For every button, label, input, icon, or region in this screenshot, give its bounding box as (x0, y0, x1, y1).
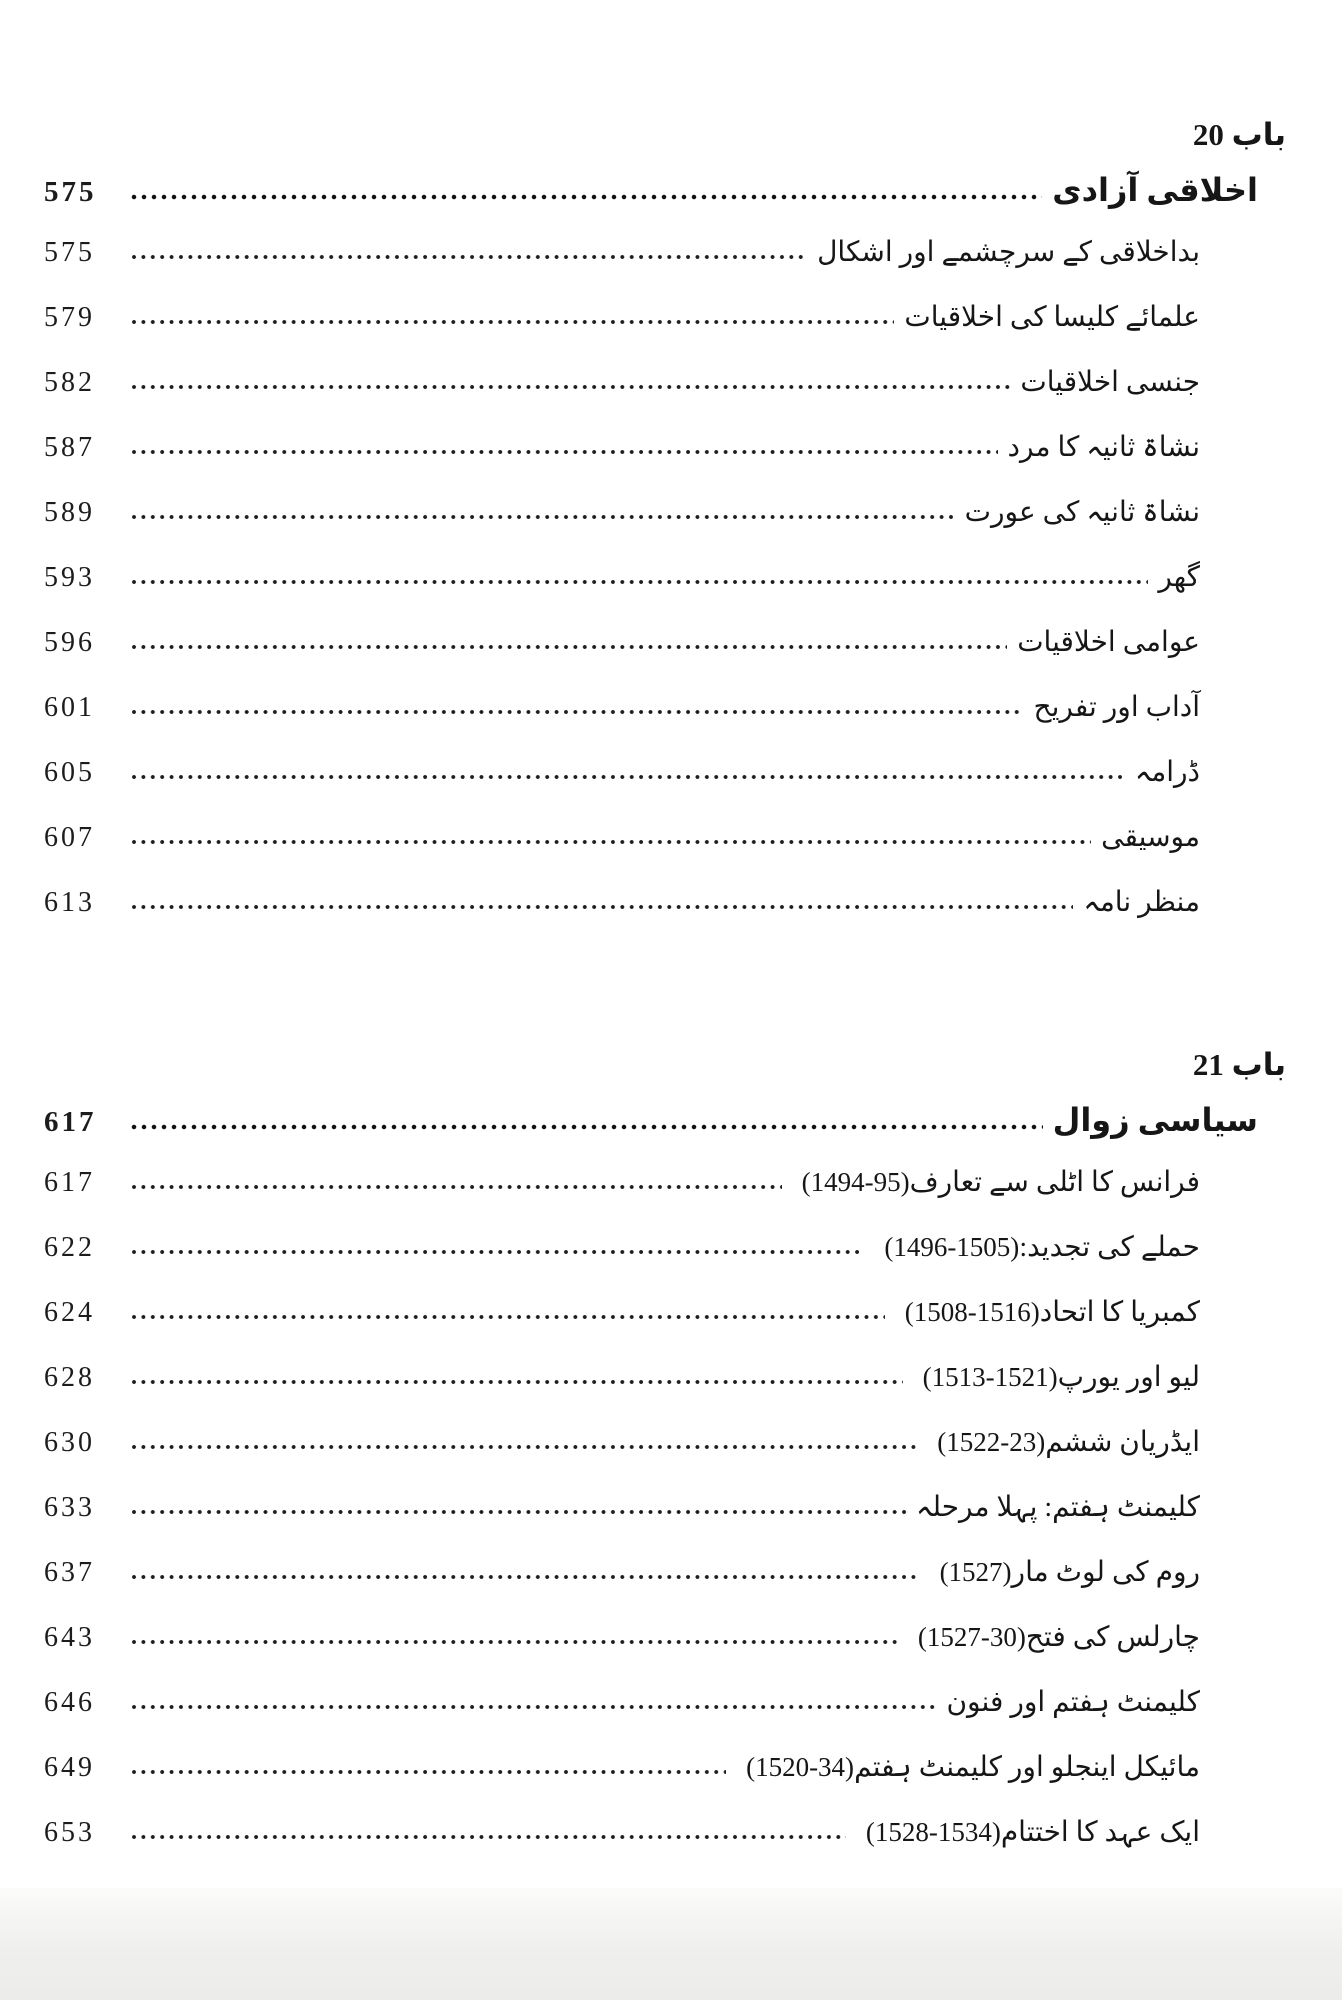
page-number: 624 (44, 1297, 95, 1328)
entry-years: (1513-1521) (922, 1362, 1058, 1392)
entry-title (916, 1490, 1200, 1525)
chapter-section (44, 1042, 1286, 1880)
dotted-leader (130, 573, 1148, 591)
entry-label: فرانس کا اٹلی سے تعارف (909, 1167, 1200, 1198)
entry-label: علمائے کلیسا کی اخلاقیات (904, 302, 1200, 333)
page-number: 589 (44, 497, 95, 528)
page-number: 628 (44, 1362, 95, 1393)
entry-title (792, 1165, 1200, 1200)
entry-years: (1508-1516) (904, 1297, 1040, 1327)
toc-entry-row (44, 885, 1286, 950)
entry-title (895, 1295, 1200, 1330)
toc-entry-row (44, 1620, 1286, 1685)
entry-label: ڈرامہ (1134, 757, 1200, 788)
toc-entry-row (44, 1685, 1286, 1750)
entry-years: (1528-1534) (865, 1817, 1001, 1847)
scan-shadow-band (0, 1888, 1342, 2000)
dotted-leader (130, 768, 1125, 786)
dotted-leader (130, 1633, 898, 1651)
dotted-leader (130, 1243, 864, 1261)
chapter-title-row (44, 1100, 1286, 1165)
toc-entry-row (44, 1230, 1286, 1295)
dotted-leader (130, 1828, 846, 1846)
toc-entry-row (44, 365, 1286, 430)
toc-entry-row (44, 1165, 1286, 1230)
dotted-leader (130, 898, 1073, 916)
page-number: 637 (44, 1557, 95, 1588)
page-number: 622 (44, 1232, 95, 1263)
entry-title (908, 1620, 1200, 1655)
toc-entry-row (44, 1815, 1286, 1880)
page-number: 617 (44, 1167, 95, 1198)
page-number: 607 (44, 822, 95, 853)
toc-entry-row (44, 560, 1286, 625)
entry-label: چارلس کی فتح (1025, 1622, 1200, 1653)
dotted-leader (130, 378, 1010, 396)
entry-label: لیو اور یورپ (1057, 1362, 1200, 1393)
toc-entry-row (44, 690, 1286, 755)
entry-years: (1520-34) (746, 1752, 855, 1782)
chapter-section (44, 0, 1286, 950)
entry-label: منظر نامہ (1083, 887, 1200, 918)
entry-label: نشاۃ ثانیہ کا مرد (1007, 432, 1200, 463)
page-number: 643 (44, 1622, 95, 1653)
entry-label: روم کی لوٹ مار (1011, 1557, 1200, 1588)
entry-label: موسیقی (1101, 822, 1200, 853)
entry-title (930, 1555, 1200, 1590)
entry-title (946, 1685, 1200, 1720)
entry-label: ایک عہد کا اختتام (1000, 1817, 1200, 1848)
page-number: 646 (44, 1687, 95, 1718)
entry-label: عوامی اخلاقیات (1017, 627, 1200, 658)
page-number: 593 (44, 562, 95, 593)
entry-label: ایڈریان ششم (1045, 1427, 1200, 1458)
toc-entry-row (44, 1490, 1286, 1555)
entry-title (1008, 430, 1200, 465)
toc-entry-row (44, 495, 1286, 560)
toc-entry-row (44, 1360, 1286, 1425)
chapter-title-row (44, 170, 1286, 235)
page-number: 633 (44, 1492, 95, 1523)
page-number: 579 (44, 302, 95, 333)
toc-entry-row (44, 430, 1286, 495)
dotted-leader (130, 248, 807, 266)
entry-title (904, 300, 1200, 335)
entry-title (1017, 625, 1200, 660)
page-number: 601 (44, 692, 95, 723)
entry-label: نشاۃ ثانیہ کی عورت (964, 497, 1200, 528)
page-number: 613 (44, 887, 95, 918)
page-number: 596 (44, 627, 95, 658)
chapter-title: اخلاقی آزادی (1052, 172, 1258, 208)
dotted-leader (130, 638, 1007, 656)
entry-years: (1527) (939, 1557, 1012, 1587)
entry-label: جنسی اخلاقیات (1020, 367, 1200, 398)
entry-title (1083, 885, 1200, 920)
entry-title (1101, 820, 1200, 855)
entry-title (817, 235, 1200, 270)
page-number: 649 (44, 1752, 95, 1783)
entry-title (856, 1815, 1200, 1850)
entry-title (874, 1230, 1200, 1265)
entry-years: (1527-30) (917, 1622, 1026, 1652)
page-number: 575 (44, 237, 95, 268)
chapter-title: سیاسی زوال (1052, 1102, 1258, 1138)
page-number: 582 (44, 367, 95, 398)
entry-title (1135, 755, 1200, 790)
toc-entry-row (44, 1295, 1286, 1360)
entry-title (736, 1750, 1200, 1785)
dotted-leader (130, 1438, 917, 1456)
page-number: 630 (44, 1427, 95, 1458)
toc-entry-row (44, 820, 1286, 885)
page-number: 605 (44, 757, 95, 788)
entry-label: کلیمنٹ ہفتم: پہلا مرحلہ (916, 1492, 1200, 1523)
chapter-entries (44, 1165, 1286, 1880)
entry-label: کمبریا کا اتحاد (1039, 1297, 1200, 1328)
dotted-leader (130, 1373, 903, 1391)
dotted-leader (130, 833, 1091, 851)
toc-entry-row (44, 1555, 1286, 1620)
dotted-leader (130, 313, 894, 331)
dotted-leader (130, 1308, 885, 1326)
dotted-leader (130, 1178, 782, 1196)
dotted-leader (130, 508, 955, 526)
page-number: 653 (44, 1817, 95, 1848)
entry-title (913, 1360, 1200, 1395)
toc-entry-row (44, 1750, 1286, 1815)
dotted-leader (130, 1503, 906, 1521)
dotted-leader (130, 443, 998, 461)
entry-label: حملے کی تجدید: (1019, 1232, 1200, 1263)
dotted-leader (130, 703, 1024, 721)
entry-label: آداب اور تفریح (1033, 692, 1200, 723)
toc-entry-row (44, 300, 1286, 365)
toc-entry-row (44, 755, 1286, 820)
page-number: 617 (44, 1106, 97, 1138)
entry-years: (1522-23) (937, 1427, 1046, 1457)
toc-entry-row (44, 235, 1286, 300)
entry-label: بداخلاقی کے سرچشمے اور اشکال (817, 237, 1200, 268)
page-number: 587 (44, 432, 95, 463)
entry-title (1158, 560, 1200, 595)
toc-entry-row (44, 1425, 1286, 1490)
entry-label: کلیمنٹ ہفتم اور فنون (946, 1687, 1200, 1718)
entry-title (1034, 690, 1200, 725)
entry-years: (1496-1505) (884, 1232, 1020, 1262)
chapter-header: باب 21 (1192, 1047, 1286, 1082)
dotted-leader (130, 1698, 936, 1716)
chapter-entries (44, 235, 1286, 950)
toc-entry-row (44, 625, 1286, 690)
entry-years: (1494-95) (801, 1167, 910, 1197)
dotted-leader (130, 1118, 1043, 1136)
dotted-leader (130, 1568, 920, 1586)
entry-title (965, 495, 1200, 530)
entry-label: گھر (1158, 562, 1200, 593)
chapter-header: باب 20 (1192, 117, 1286, 152)
dotted-leader (130, 188, 1042, 206)
dotted-leader (130, 1763, 726, 1781)
page-number: 575 (44, 176, 97, 208)
entry-label: مائیکل اینجلو اور کلیمنٹ ہفتم (854, 1752, 1200, 1783)
entry-title (1020, 365, 1200, 400)
entry-title (927, 1425, 1200, 1460)
